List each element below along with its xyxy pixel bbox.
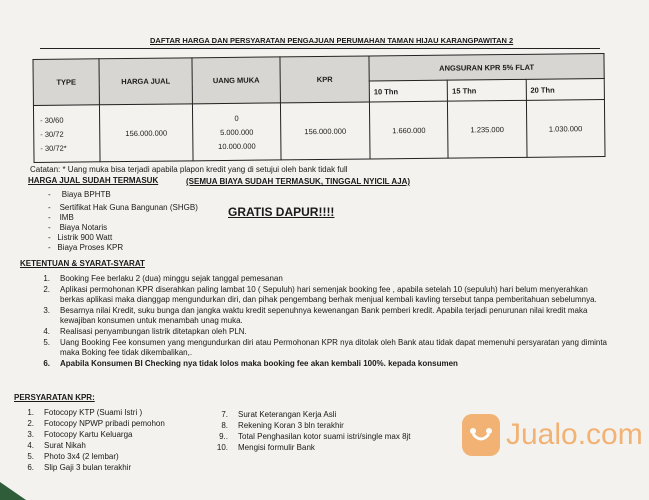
term-number: 6. xyxy=(43,359,50,368)
term-number: 3. xyxy=(43,306,50,315)
included-item: - Listrik 900 Watt xyxy=(48,233,113,242)
term-text: Besarnya nilai Kredit, suku bunga dan jangka waktu kredit sepenuhnya kewenangan Bank pemberi kredit. Apabila terjadi penurunan nilai kredit maka kewajiban konsumen untuk menambah unag muka. xyxy=(60,306,588,325)
title-rule xyxy=(40,48,600,49)
req-number: 10. xyxy=(216,443,228,452)
jualo-brand xyxy=(506,418,643,452)
included-text: Biaya Proses KPR xyxy=(57,243,124,252)
req-text: Surat Keterangan Kerja Asli xyxy=(238,410,337,419)
decorative-corner xyxy=(0,482,26,500)
req-text: Photo 3x4 (2 lembar) xyxy=(44,452,119,461)
th-kpr: KPR xyxy=(280,56,369,103)
angsuran-15-cell: 1.235.000 xyxy=(448,100,527,158)
req-item xyxy=(212,421,411,431)
included-text: IMB xyxy=(59,213,74,222)
term-item xyxy=(34,306,609,326)
included-item: - Biaya Notaris xyxy=(48,223,108,232)
jualo-watermark xyxy=(462,414,643,456)
req-text: Fotocopy Kartu Keluarga xyxy=(44,430,133,439)
th-15thn: 15 Thn xyxy=(448,79,527,101)
req-item xyxy=(212,432,411,442)
req-number: 7. xyxy=(221,410,228,419)
uang-muka-value: 5.000.000 xyxy=(220,127,254,137)
term-item xyxy=(34,274,609,284)
uang-muka-value: 0 xyxy=(234,113,239,123)
req-item xyxy=(18,441,165,451)
requirements-left xyxy=(18,407,165,474)
req-text: Fotocopy NPWP pribadi pemohon xyxy=(44,419,165,428)
term-text: Apabila Konsumen BI Checking nya tidak lolos maka booking fee akan kembali 100%. kepada konsumen xyxy=(60,359,458,368)
req-item xyxy=(18,452,165,462)
term-item xyxy=(34,359,609,369)
term-item xyxy=(34,338,609,358)
included-subheading: (SEMUA BIAYA SUDAH TERMASUK, TINGGAL NYICIL AJA) xyxy=(186,177,411,186)
included-item: - Biaya BPHTB xyxy=(48,190,111,199)
terms-heading: KETENTUAN & SYARAT-SYARAT xyxy=(20,259,145,268)
requirements-right xyxy=(212,409,411,454)
type-value: - 30/72* xyxy=(40,143,67,153)
term-number: 2. xyxy=(43,285,50,294)
th-10thn: 10 Thn xyxy=(369,80,448,102)
term-item xyxy=(34,285,609,305)
req-number: 4. xyxy=(27,441,34,450)
req-text: Rekening Koran 3 bln terakhir xyxy=(238,421,344,430)
term-number: 5. xyxy=(43,338,50,347)
req-item xyxy=(212,410,411,420)
included-list xyxy=(48,190,198,253)
th-uang-muka: UANG MUKA xyxy=(192,57,280,104)
term-item xyxy=(34,327,609,337)
req-text: Total Penghasilan kotor suami istri/single max 8jt xyxy=(238,432,411,441)
req-text: Surat Nikah xyxy=(44,441,86,450)
req-number: 9.. xyxy=(219,432,228,441)
type-value: - 30/72 xyxy=(40,129,64,139)
uang-muka-cell xyxy=(192,103,281,161)
term-text: Realisasi penyambungan listrik ditetapkan oleh PLN. xyxy=(60,327,247,336)
term-text: Booking Fee berlaku 2 (dua) minggu sejak tanggal pemesanan xyxy=(60,274,283,283)
req-item xyxy=(18,419,165,429)
uang-muka-value: 10.000.000 xyxy=(218,141,256,151)
harga-cell: 156.000.000 xyxy=(99,104,193,162)
note: Catatan: * Uang muka bisa terjadi apabila plapon kredit yang di setujui oleh bank tidak full xyxy=(30,165,348,174)
included-item: - Biaya Proses KPR xyxy=(48,243,124,252)
th-angsuran: ANGSURAN KPR 5% FLAT xyxy=(369,54,604,81)
promo-text: GRATIS DAPUR!!!! xyxy=(228,205,335,219)
term-number: 4. xyxy=(43,327,50,336)
price-table xyxy=(32,53,605,163)
term-text: Aplikasi permohonan KPR diserahkan paling lambat 10 ( Sepuluh) hari semenjak booking fee , apabila setelah 10 (sepuluh) hari belum menyerahkan berkas aplikasi maka dianggap mengundurkan diri, dan pihak pengembang berhak menjual kembali kavling tersebut tanpa pemberitahuan sebelumnya. xyxy=(60,285,597,304)
included-item: - Sertifikat Hak Guna Bangunan (SHGB) xyxy=(48,203,198,212)
included-text: Biaya BPHTB xyxy=(61,190,111,199)
document-title: DAFTAR HARGA DAN PERSYARATAN PENGAJUAN PERUMAHAN TAMAN HIJAU KARANGPAWITAN 2 xyxy=(150,36,514,45)
included-item: - IMB xyxy=(48,213,74,222)
th-harga: HARGA JUAL xyxy=(99,58,192,105)
term-text: Uang Booking Fee konsumen yang mengundurkan diri atau Permohonan KPR nya ditolak oleh Bank atau tidak dapat memenuhi persyaratan yang diminta maka Boking fee tidak dikembalikan,. xyxy=(60,338,608,357)
brand-suffix: .com xyxy=(577,418,643,451)
req-number: 3. xyxy=(27,430,34,439)
included-text: Sertifikat Hak Guna Bangunan (SHGB) xyxy=(59,203,198,212)
jualo-logo-icon xyxy=(462,414,500,456)
kpr-cell: 156.000.000 xyxy=(280,102,370,160)
req-number: 8. xyxy=(221,421,228,430)
terms-list xyxy=(34,273,609,370)
req-item xyxy=(212,443,411,453)
req-text: Mengisi formulir Bank xyxy=(238,443,315,452)
req-number: 5. xyxy=(27,452,34,461)
th-type: TYPE xyxy=(33,59,99,106)
req-number: 1. xyxy=(27,408,34,417)
th-20thn: 20 Thn xyxy=(526,79,605,101)
req-item xyxy=(18,463,165,473)
angsuran-20-cell: 1.030.000 xyxy=(526,100,605,158)
req-number: 2. xyxy=(27,419,34,428)
type-value: - 30/60 xyxy=(40,115,64,125)
term-number: 1. xyxy=(43,274,50,283)
requirements-heading: PERSYARATAN KPR: xyxy=(14,393,95,402)
included-heading: HARGA JUAL SUDAH TERMASUK xyxy=(28,176,159,185)
req-text: Fotocopy KTP (Suami Istri ) xyxy=(44,408,143,417)
req-item xyxy=(18,408,165,418)
included-text: Listrik 900 Watt xyxy=(57,233,113,242)
brand-name: Jualo xyxy=(506,418,578,451)
angsuran-10-cell: 1.660.000 xyxy=(369,101,448,159)
req-text: Slip Gaji 3 bulan terakhir xyxy=(44,463,132,472)
included-text: Biaya Notaris xyxy=(59,223,108,232)
req-item xyxy=(18,430,165,440)
req-number: 6. xyxy=(27,463,34,472)
type-cell xyxy=(33,105,100,163)
